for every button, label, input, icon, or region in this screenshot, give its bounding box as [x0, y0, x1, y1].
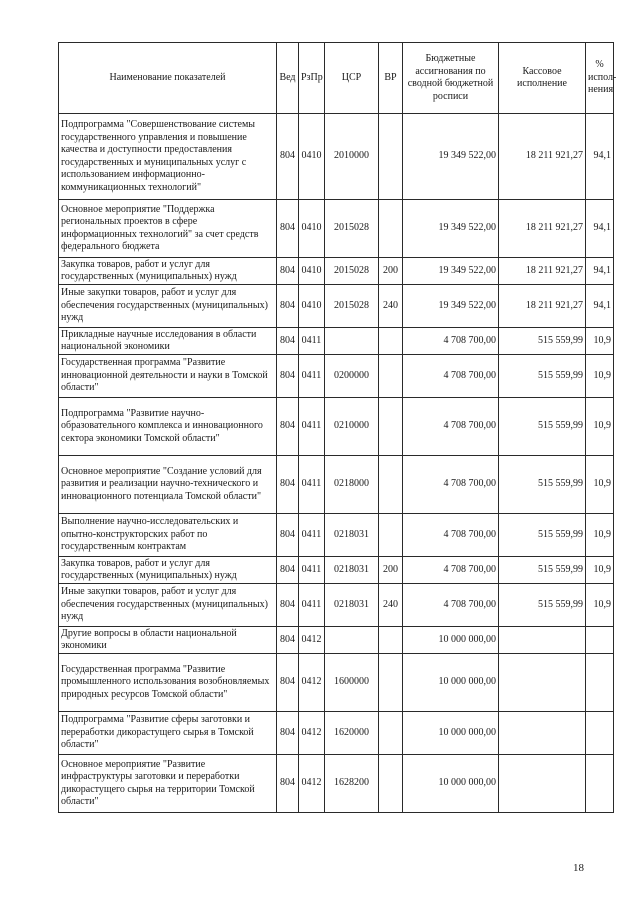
header-pct: % испол-нения	[586, 43, 614, 114]
row-csr: 0218000	[325, 456, 379, 514]
table-row	[59, 627, 614, 654]
row-kassa: 18 211 921,27	[499, 114, 586, 200]
row-pct: 10,9	[586, 328, 614, 355]
row-csr: 1628200	[325, 755, 379, 813]
row-vr	[379, 654, 403, 712]
row-rzpr: 0412	[299, 654, 325, 712]
row-assign: 4 708 700,00	[403, 456, 499, 514]
row-kassa: 515 559,99	[499, 557, 586, 584]
row-csr: 2015028	[325, 200, 379, 258]
row-kassa: 18 211 921,27	[499, 285, 586, 328]
row-kassa: 515 559,99	[499, 398, 586, 456]
row-rzpr: 0411	[299, 355, 325, 398]
row-ved: 804	[277, 557, 299, 584]
row-assign: 19 349 522,00	[403, 200, 499, 258]
row-rzpr: 0410	[299, 200, 325, 258]
row-csr: 1620000	[325, 712, 379, 755]
row-assign: 4 708 700,00	[403, 398, 499, 456]
row-csr	[325, 328, 379, 355]
row-assign: 19 349 522,00	[403, 285, 499, 328]
row-ved: 804	[277, 114, 299, 200]
row-assign: 19 349 522,00	[403, 114, 499, 200]
row-name: Основное мероприятие "Развитие инфраструктуры заготовки и переработки дикорастущего сырья на территории Томской области"	[59, 755, 277, 813]
row-ved: 804	[277, 712, 299, 755]
row-pct: 10,9	[586, 514, 614, 557]
table-row	[59, 398, 614, 456]
row-name: Подпрограмма "Развитие научно-образовательного комплекса и инновационного сектора экономики Томской области"	[59, 398, 277, 456]
row-assign: 10 000 000,00	[403, 654, 499, 712]
row-pct: 10,9	[586, 456, 614, 514]
row-rzpr: 0410	[299, 114, 325, 200]
row-name: Подпрограмма "Развитие сферы заготовки и переработки дикорастущего сырья в Томской области"	[59, 712, 277, 755]
row-vr: 200	[379, 258, 403, 285]
row-vr	[379, 328, 403, 355]
row-csr: 0210000	[325, 398, 379, 456]
row-kassa: 18 211 921,27	[499, 258, 586, 285]
row-pct	[586, 627, 614, 654]
row-kassa	[499, 654, 586, 712]
table-row	[59, 654, 614, 712]
row-rzpr: 0412	[299, 627, 325, 654]
row-name: Подпрограмма "Совершенствование системы государственного управления и повышение качества и доступности предоставления государственных и муниципальных услуг с использованием информационно-коммуникационных технологий"	[59, 114, 277, 200]
row-kassa: 515 559,99	[499, 584, 586, 627]
row-pct: 10,9	[586, 557, 614, 584]
row-csr: 0218031	[325, 514, 379, 557]
row-assign: 4 708 700,00	[403, 557, 499, 584]
row-pct: 10,9	[586, 584, 614, 627]
row-csr: 0200000	[325, 355, 379, 398]
row-name: Иные закупки товаров, работ и услуг для обеспечения государственных (муниципальных) нужд	[59, 584, 277, 627]
row-ved: 804	[277, 514, 299, 557]
row-assign: 4 708 700,00	[403, 328, 499, 355]
row-name: Основное мероприятие "Поддержка региональных проектов в сфере информационных технологий" за счет средств федерального бюджета	[59, 200, 277, 258]
row-assign: 4 708 700,00	[403, 514, 499, 557]
table-row	[59, 514, 614, 557]
row-assign: 19 349 522,00	[403, 258, 499, 285]
table-row	[59, 285, 614, 328]
row-vr	[379, 398, 403, 456]
row-vr	[379, 514, 403, 557]
row-ved: 804	[277, 627, 299, 654]
row-rzpr: 0411	[299, 514, 325, 557]
header-kassa: Кассовое исполнение	[499, 43, 586, 114]
row-ved: 804	[277, 355, 299, 398]
page-number: 18	[573, 862, 584, 874]
table-row	[59, 557, 614, 584]
row-vr	[379, 456, 403, 514]
header-assign: Бюджетные ассигнования по сводной бюджетной росписи	[403, 43, 499, 114]
row-name: Прикладные научные исследования в области национальной экономики	[59, 328, 277, 355]
row-vr: 200	[379, 557, 403, 584]
header-rzpr: РзПр	[299, 43, 325, 114]
row-kassa	[499, 712, 586, 755]
row-assign: 10 000 000,00	[403, 755, 499, 813]
row-rzpr: 0411	[299, 328, 325, 355]
row-kassa: 515 559,99	[499, 328, 586, 355]
budget-table	[58, 42, 617, 813]
row-kassa: 515 559,99	[499, 514, 586, 557]
header-csr: ЦСР	[325, 43, 379, 114]
row-rzpr: 0411	[299, 398, 325, 456]
row-rzpr: 0410	[299, 258, 325, 285]
row-pct: 10,9	[586, 355, 614, 398]
header-vr: ВР	[379, 43, 403, 114]
row-kassa	[499, 755, 586, 813]
table-row	[59, 755, 614, 813]
row-vr	[379, 755, 403, 813]
row-rzpr: 0411	[299, 557, 325, 584]
row-pct: 94,1	[586, 200, 614, 258]
row-pct: 94,1	[586, 258, 614, 285]
row-name: Выполнение научно-исследовательских и опытно-конструкторских работ по государственным контрактам	[59, 514, 277, 557]
table-row	[59, 258, 614, 285]
row-ved: 804	[277, 258, 299, 285]
header-name: Наименование показателей	[59, 43, 277, 114]
table-row	[59, 456, 614, 514]
row-pct	[586, 755, 614, 813]
row-ved: 804	[277, 285, 299, 328]
row-pct	[586, 654, 614, 712]
row-ved: 804	[277, 584, 299, 627]
row-rzpr: 0412	[299, 712, 325, 755]
row-csr: 1600000	[325, 654, 379, 712]
row-name: Иные закупки товаров, работ и услуг для обеспечения государственных (муниципальных) нужд	[59, 285, 277, 328]
table-row	[59, 584, 614, 627]
row-name: Другие вопросы в области национальной экономики	[59, 627, 277, 654]
row-vr	[379, 627, 403, 654]
row-pct	[586, 712, 614, 755]
table-row	[59, 712, 614, 755]
row-csr: 0218031	[325, 584, 379, 627]
row-ved: 804	[277, 200, 299, 258]
table-header-row	[59, 43, 614, 114]
row-ved: 804	[277, 398, 299, 456]
table-row	[59, 114, 614, 200]
row-vr: 240	[379, 285, 403, 328]
row-ved: 804	[277, 456, 299, 514]
row-ved: 804	[277, 654, 299, 712]
row-name: Закупка товаров, работ и услуг для государственных (муниципальных) нужд	[59, 557, 277, 584]
table-row	[59, 200, 614, 258]
row-csr	[325, 627, 379, 654]
row-name: Закупка товаров, работ и услуг для государственных (муниципальных) нужд	[59, 258, 277, 285]
row-rzpr: 0411	[299, 584, 325, 627]
row-pct: 94,1	[586, 285, 614, 328]
row-name: Государственная программа "Развитие инновационной деятельности и науки в Томской области"	[59, 355, 277, 398]
row-rzpr: 0410	[299, 285, 325, 328]
row-kassa	[499, 627, 586, 654]
row-kassa: 515 559,99	[499, 456, 586, 514]
row-csr: 2010000	[325, 114, 379, 200]
row-kassa: 18 211 921,27	[499, 200, 586, 258]
row-vr	[379, 200, 403, 258]
row-assign: 10 000 000,00	[403, 712, 499, 755]
row-vr	[379, 114, 403, 200]
row-assign: 10 000 000,00	[403, 627, 499, 654]
row-ved: 804	[277, 755, 299, 813]
row-rzpr: 0411	[299, 456, 325, 514]
row-assign: 4 708 700,00	[403, 584, 499, 627]
row-csr: 0218031	[325, 557, 379, 584]
row-ved: 804	[277, 328, 299, 355]
row-assign: 4 708 700,00	[403, 355, 499, 398]
row-pct: 94,1	[586, 114, 614, 200]
row-rzpr: 0412	[299, 755, 325, 813]
row-csr: 2015028	[325, 285, 379, 328]
row-name: Государственная программа "Развитие промышленного использования возобновляемых природных ресурсов Томской области"	[59, 654, 277, 712]
table-row	[59, 328, 614, 355]
row-pct: 10,9	[586, 398, 614, 456]
row-vr	[379, 712, 403, 755]
row-csr: 2015028	[325, 258, 379, 285]
row-vr: 240	[379, 584, 403, 627]
header-ved: Вед	[277, 43, 299, 114]
row-name: Основное мероприятие "Создание условий для развития и реализации научно-технического и инновационного потенциала Томской области"	[59, 456, 277, 514]
table-row	[59, 355, 614, 398]
row-vr	[379, 355, 403, 398]
row-kassa: 515 559,99	[499, 355, 586, 398]
